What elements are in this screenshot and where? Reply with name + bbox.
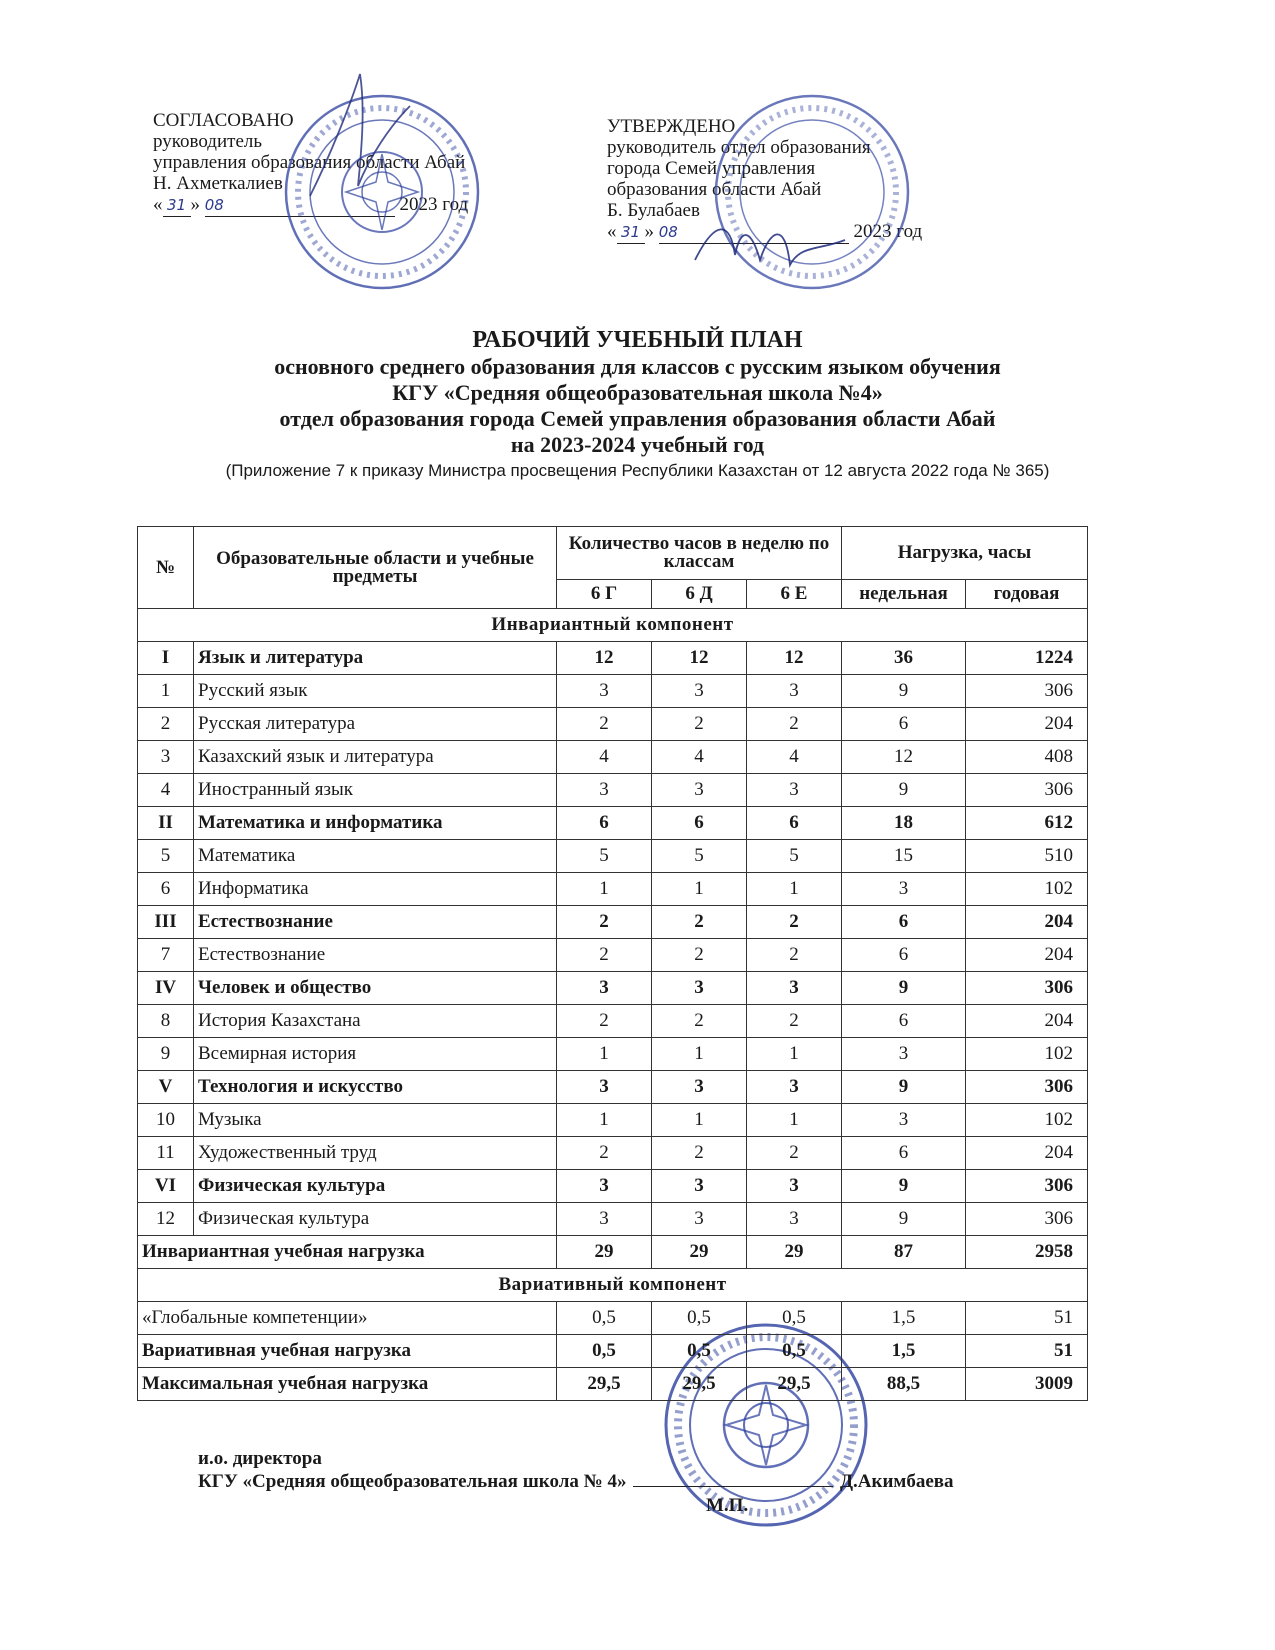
row-class-hours: 12	[557, 642, 652, 675]
director-name: Д.Акимбаева	[839, 1471, 954, 1492]
subject-row	[138, 741, 1088, 774]
total-class-hours: 29	[557, 1236, 652, 1269]
row-subject: Математика и информатика	[194, 807, 557, 840]
approved-signature	[690, 210, 850, 280]
seal-place-label: М.П.	[706, 1495, 749, 1516]
row-subject: Математика	[194, 840, 557, 873]
row-weekly: 9	[842, 1203, 966, 1236]
row-class-hours: 0,5	[747, 1302, 842, 1335]
row-weekly: 6	[842, 906, 966, 939]
approved-line-2: города Семей управления	[607, 158, 816, 179]
row-class-hours: 2	[652, 906, 747, 939]
subject-row	[138, 774, 1088, 807]
col-header-class-2: 6 Д	[652, 580, 747, 609]
row-yearly: 306	[966, 774, 1088, 807]
row-class-hours: 1	[557, 1104, 652, 1137]
row-class-hours: 3	[747, 1170, 842, 1203]
heading-line-5: на 2023-2024 учебный год	[510, 432, 765, 457]
subject-row	[138, 1203, 1088, 1236]
col-header-subject: Образовательные области и учебные предметы	[194, 527, 557, 609]
row-class-hours: 1	[747, 1038, 842, 1071]
row-class-hours: 2	[557, 708, 652, 741]
row-subject: Физическая культура	[194, 1203, 557, 1236]
row-class-hours: 2	[747, 906, 842, 939]
row-class-hours: 1	[747, 873, 842, 906]
document-heading	[0, 326, 1275, 482]
total-class-hours: 29,5	[557, 1368, 652, 1401]
total-class-hours: 0,5	[747, 1335, 842, 1368]
row-class-hours: 5	[557, 840, 652, 873]
row-class-hours: 3	[747, 675, 842, 708]
agreed-month: 08	[205, 195, 395, 217]
row-weekly: 6	[842, 939, 966, 972]
row-class-hours: 4	[747, 741, 842, 774]
row-number: I	[138, 642, 194, 675]
subject-row	[138, 675, 1088, 708]
row-class-hours: 12	[652, 642, 747, 675]
col-header-weekly: недельная	[842, 580, 966, 609]
agreed-close-quote: »	[190, 194, 200, 215]
row-yearly: 102	[966, 1038, 1088, 1071]
total-class-hours: 29,5	[747, 1368, 842, 1401]
row-weekly: 1,5	[842, 1302, 966, 1335]
row-class-hours: 2	[747, 939, 842, 972]
row-number: 7	[138, 939, 194, 972]
row-class-hours: 6	[652, 807, 747, 840]
total-weekly: 1,5	[842, 1335, 966, 1368]
agreed-signature	[300, 66, 420, 206]
row-class-hours: 12	[747, 642, 842, 675]
total-label: Вариативная учебная нагрузка	[138, 1335, 557, 1368]
row-subject: История Казахстана	[194, 1005, 557, 1038]
approved-line-1: руководитель отдел образования	[607, 137, 871, 158]
row-weekly: 3	[842, 1104, 966, 1137]
variative-subject-row	[138, 1302, 1088, 1335]
row-weekly: 6	[842, 1137, 966, 1170]
approved-day: 31	[617, 222, 645, 244]
row-subject: Информатика	[194, 873, 557, 906]
row-class-hours: 3	[557, 774, 652, 807]
area-row	[138, 1071, 1088, 1104]
signature-line	[633, 1486, 833, 1487]
row-number: 2	[138, 708, 194, 741]
row-yearly: 306	[966, 972, 1088, 1005]
approved-title: УТВЕРЖДЕНО	[607, 116, 736, 137]
row-subject: Русская литература	[194, 708, 557, 741]
row-class-hours: 2	[652, 708, 747, 741]
row-weekly: 9	[842, 1170, 966, 1203]
row-weekly: 18	[842, 807, 966, 840]
total-yearly: 51	[966, 1335, 1088, 1368]
col-header-class-3: 6 Е	[747, 580, 842, 609]
heading-line-2: основного среднего образования для классов с русским языком обучения	[274, 354, 1001, 379]
row-number: III	[138, 906, 194, 939]
row-class-hours: 2	[557, 1137, 652, 1170]
approved-open-quote: «	[607, 221, 617, 242]
row-class-hours: 3	[557, 675, 652, 708]
row-number: V	[138, 1071, 194, 1104]
total-class-hours: 29,5	[652, 1368, 747, 1401]
row-class-hours: 2	[557, 939, 652, 972]
heading-note: (Приложение 7 к приказу Министра просвещения Республики Казахстан от 12 августа 2022 года № 365)	[225, 461, 1050, 480]
row-class-hours: 3	[557, 1203, 652, 1236]
row-yearly: 612	[966, 807, 1088, 840]
signature-block	[198, 1447, 954, 1493]
row-subject: Естествознание	[194, 906, 557, 939]
subject-row	[138, 939, 1088, 972]
subject-row	[138, 873, 1088, 906]
row-class-hours: 1	[557, 1038, 652, 1071]
row-weekly: 6	[842, 1005, 966, 1038]
row-number: 5	[138, 840, 194, 873]
row-weekly: 12	[842, 741, 966, 774]
row-yearly: 102	[966, 873, 1088, 906]
approved-month: 08	[659, 222, 849, 244]
row-class-hours: 3	[557, 1170, 652, 1203]
row-class-hours: 3	[747, 774, 842, 807]
row-class-hours: 5	[652, 840, 747, 873]
col-header-number: №	[138, 527, 194, 609]
approved-line-3: образования области Абай	[607, 179, 822, 200]
section-title-variative: Вариативный компонент	[138, 1269, 1088, 1302]
row-yearly: 306	[966, 1071, 1088, 1104]
area-row	[138, 1170, 1088, 1203]
agreed-title: СОГЛАСОВАНО	[153, 110, 294, 131]
row-number: 4	[138, 774, 194, 807]
row-class-hours: 3	[747, 1071, 842, 1104]
row-yearly: 204	[966, 1137, 1088, 1170]
row-class-hours: 3	[652, 972, 747, 1005]
row-class-hours: 2	[747, 708, 842, 741]
area-row	[138, 807, 1088, 840]
row-yearly: 408	[966, 741, 1088, 774]
row-number: 1	[138, 675, 194, 708]
row-number: 11	[138, 1137, 194, 1170]
row-class-hours: 3	[652, 1071, 747, 1104]
row-weekly: 6	[842, 708, 966, 741]
row-number: II	[138, 807, 194, 840]
row-class-hours: 2	[747, 1137, 842, 1170]
row-number: 9	[138, 1038, 194, 1071]
row-class-hours: 1	[747, 1104, 842, 1137]
row-subject: Всемирная история	[194, 1038, 557, 1071]
row-class-hours: 2	[747, 1005, 842, 1038]
row-class-hours: 6	[557, 807, 652, 840]
row-class-hours: 2	[652, 1137, 747, 1170]
row-class-hours: 0,5	[557, 1302, 652, 1335]
row-class-hours: 2	[557, 906, 652, 939]
row-class-hours: 2	[557, 1005, 652, 1038]
variative-total-row	[138, 1335, 1088, 1368]
row-weekly: 15	[842, 840, 966, 873]
row-subject: Естествознание	[194, 939, 557, 972]
row-class-hours: 2	[652, 1005, 747, 1038]
total-class-hours: 29	[652, 1236, 747, 1269]
row-subject: Художественный труд	[194, 1137, 557, 1170]
row-class-hours: 3	[652, 1170, 747, 1203]
row-weekly: 36	[842, 642, 966, 675]
row-number: 8	[138, 1005, 194, 1038]
approved-close-quote: »	[644, 221, 654, 242]
row-subject: Иностранный язык	[194, 774, 557, 807]
row-number: IV	[138, 972, 194, 1005]
row-class-hours: 3	[557, 1071, 652, 1104]
row-number: 6	[138, 873, 194, 906]
row-number: 12	[138, 1203, 194, 1236]
heading-line-3: КГУ «Средняя общеобразовательная школа №4»	[392, 380, 883, 405]
row-weekly: 9	[842, 675, 966, 708]
total-class-hours: 29	[747, 1236, 842, 1269]
agreed-line-1: руководитель	[153, 131, 263, 152]
row-yearly: 306	[966, 675, 1088, 708]
row-class-hours: 0,5	[652, 1302, 747, 1335]
total-label: Инвариантная учебная нагрузка	[138, 1236, 557, 1269]
row-yearly: 306	[966, 1170, 1088, 1203]
row-class-hours: 6	[747, 807, 842, 840]
row-class-hours: 4	[652, 741, 747, 774]
agreed-open-quote: «	[153, 194, 163, 215]
row-number: 3	[138, 741, 194, 774]
total-label: Максимальная учебная нагрузка	[138, 1368, 557, 1401]
row-subject: Человек и общество	[194, 972, 557, 1005]
area-row	[138, 972, 1088, 1005]
row-class-hours: 3	[747, 972, 842, 1005]
row-yearly: 204	[966, 939, 1088, 972]
row-number: 10	[138, 1104, 194, 1137]
subject-row	[138, 1137, 1088, 1170]
director-position: и.о. директора	[198, 1448, 322, 1469]
agreed-line-2: управления образования области Абай	[153, 152, 466, 173]
agreed-line-3: Н. Ахметкалиев	[153, 173, 283, 194]
row-weekly: 9	[842, 972, 966, 1005]
subject-row	[138, 1104, 1088, 1137]
col-header-load: Нагрузка, часы	[842, 527, 1088, 580]
row-class-hours: 3	[747, 1203, 842, 1236]
row-weekly: 3	[842, 1038, 966, 1071]
row-yearly: 510	[966, 840, 1088, 873]
row-subject: «Глобальные компетенции»	[138, 1302, 557, 1335]
director-org: КГУ «Средняя общеобразовательная школа № 4»	[198, 1471, 627, 1492]
approved-line-4: Б. Булабаев	[607, 200, 700, 221]
agreed-year: 2023 год	[399, 194, 469, 215]
total-yearly: 3009	[966, 1368, 1088, 1401]
subject-row	[138, 1038, 1088, 1071]
total-class-hours: 0,5	[557, 1335, 652, 1368]
row-weekly: 9	[842, 1071, 966, 1104]
row-weekly: 3	[842, 873, 966, 906]
row-subject: Физическая культура	[194, 1170, 557, 1203]
document-title: РАБОЧИЙ УЧЕБНЫЙ ПЛАН	[472, 327, 803, 353]
col-header-hours-per-week: Количество часов в неделю по классам	[557, 527, 842, 580]
row-class-hours: 1	[652, 873, 747, 906]
max-total-row	[138, 1368, 1088, 1401]
table-body	[138, 609, 1088, 1401]
row-class-hours: 3	[652, 675, 747, 708]
total-weekly: 87	[842, 1236, 966, 1269]
invariant-total-row	[138, 1236, 1088, 1269]
total-class-hours: 0,5	[652, 1335, 747, 1368]
row-subject: Казахский язык и литература	[194, 741, 557, 774]
row-yearly: 204	[966, 906, 1088, 939]
total-yearly: 2958	[966, 1236, 1088, 1269]
row-class-hours: 4	[557, 741, 652, 774]
col-header-yearly: годовая	[966, 580, 1088, 609]
section-row-variative	[138, 1269, 1088, 1302]
heading-line-4: отдел образования города Семей управления образования области Абай	[279, 406, 996, 431]
agreed-day: 31	[163, 195, 191, 217]
approved-year: 2023 год	[853, 221, 923, 242]
subject-row	[138, 1005, 1088, 1038]
row-class-hours: 1	[652, 1104, 747, 1137]
row-subject: Музыка	[194, 1104, 557, 1137]
col-header-class-1: 6 Г	[557, 580, 652, 609]
total-weekly: 88,5	[842, 1368, 966, 1401]
row-subject: Технология и искусство	[194, 1071, 557, 1104]
row-subject: Язык и литература	[194, 642, 557, 675]
row-class-hours: 3	[652, 774, 747, 807]
row-class-hours: 5	[747, 840, 842, 873]
section-title-invariant: Инвариантный компонент	[138, 609, 1088, 642]
row-class-hours: 3	[652, 1203, 747, 1236]
row-yearly: 204	[966, 1005, 1088, 1038]
row-weekly: 9	[842, 774, 966, 807]
area-row	[138, 642, 1088, 675]
area-row	[138, 906, 1088, 939]
curriculum-table	[137, 526, 1088, 1401]
row-class-hours: 1	[652, 1038, 747, 1071]
row-yearly: 1224	[966, 642, 1088, 675]
row-number: VI	[138, 1170, 194, 1203]
row-yearly: 51	[966, 1302, 1088, 1335]
row-yearly: 306	[966, 1203, 1088, 1236]
row-yearly: 102	[966, 1104, 1088, 1137]
row-yearly: 204	[966, 708, 1088, 741]
row-class-hours: 1	[557, 873, 652, 906]
row-class-hours: 2	[652, 939, 747, 972]
row-class-hours: 3	[557, 972, 652, 1005]
row-subject: Русский язык	[194, 675, 557, 708]
subject-row	[138, 840, 1088, 873]
subject-row	[138, 708, 1088, 741]
section-row-invariant	[138, 609, 1088, 642]
